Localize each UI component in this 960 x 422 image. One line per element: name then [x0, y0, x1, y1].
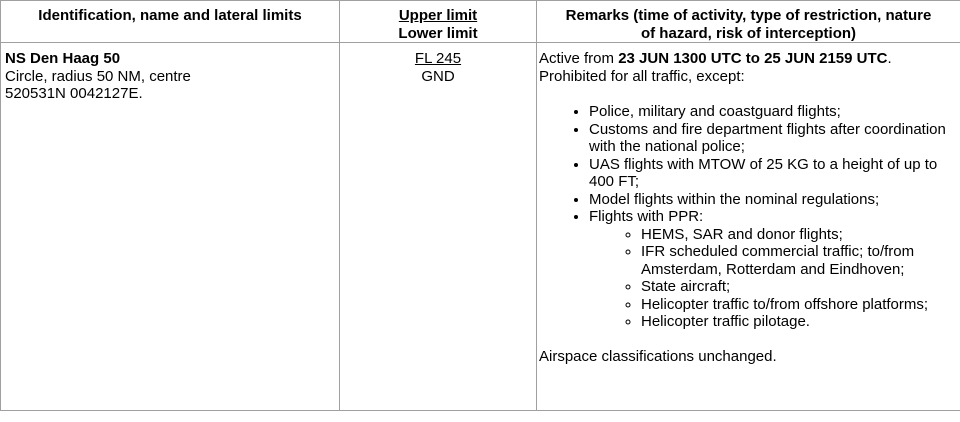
header-remarks: Remarks (time of activity, type of restriction, nature of hazard, risk of interception) [537, 1, 960, 43]
lateral-limits-line2: 520531N 0042127E. [5, 85, 143, 102]
ppr-list [589, 226, 960, 331]
table-row [1, 43, 960, 411]
airspace-note: Airspace classifications unchanged. [539, 347, 777, 365]
header-upper-limit: Upper limit [398, 7, 478, 24]
list-item: • Police, military and coastguard flights; [589, 103, 960, 121]
list-item: ◦ IFR scheduled commercial traffic; to/from Amsterdam, Rotterdam and Eindhoven; [641, 243, 960, 278]
lower-limit-value: GND [421, 67, 455, 85]
lateral-limits-line1: Circle, radius 50 NM, centre [5, 67, 191, 85]
header-lower-limit: Lower limit [398, 24, 478, 42]
list-item: ◦ State aircraft; [641, 278, 960, 296]
activity-period: Active from 23 JUN 1300 UTC to 25 JUN 2159 UTC. [539, 50, 892, 67]
list-item: • UAS flights with MTOW of 25 KG to a height of up to 400 FT; [589, 156, 960, 191]
list-item: ◦ Helicopter traffic pilotage. [641, 313, 960, 331]
list-item: ◦ HEMS, SAR and donor flights; [641, 226, 960, 244]
header-limits [340, 1, 537, 43]
area-name: NS Den Haag 50 [5, 50, 121, 67]
limits-cell [340, 43, 537, 411]
identification-cell [1, 43, 340, 411]
table-header-row [1, 1, 960, 43]
list-item: • Customs and fire department flights after coordination with the national police; [589, 121, 960, 156]
list-item: • Model flights within the nominal regulations; [589, 191, 960, 209]
restriction-type: Prohibited for all traffic, except: [539, 67, 745, 85]
list-item: ◦ Helicopter traffic to/from offshore platforms; [641, 296, 960, 314]
remarks-cell [537, 43, 960, 411]
list-item-ppr: • Flights with PPR: ◦ HEMS, SAR and donor flights; ◦ IFR scheduled commercial traffic; to/from Amsterdam, Rotterdam and Eindhoven; ◦ State aircraft; ◦ Helicopter traffic to/from offshore platforms; ◦ Helicopter traffic pilotage. [589, 208, 960, 331]
header-identification: Identification, name and lateral limits [1, 1, 340, 43]
exceptions-list [539, 103, 960, 331]
upper-limit-value: FL 245 [414, 50, 462, 67]
